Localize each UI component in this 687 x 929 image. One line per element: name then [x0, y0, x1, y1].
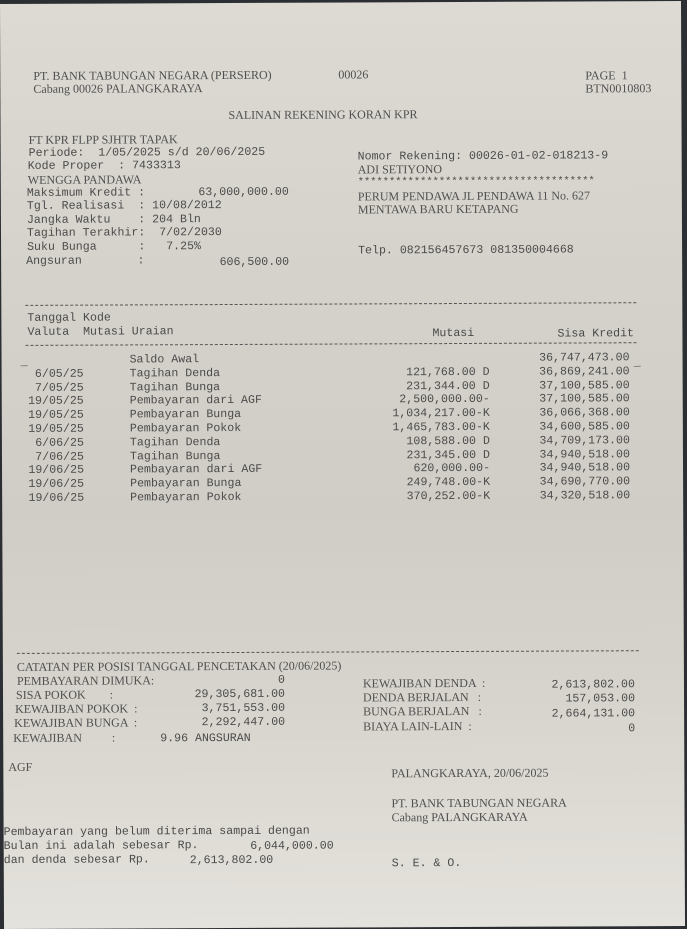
- tgl-realisasi: Tgl. Realisasi : 10/08/2012: [27, 199, 222, 213]
- table-row: [2, 489, 683, 506]
- cell-mutasi: 231,344.00 D: [382, 379, 490, 392]
- summary-left-value: 2,292,447.00: [183, 716, 285, 729]
- summary-right-value: 157,053.00: [523, 692, 635, 705]
- cell-mutasi: 2,500,000.00-: [382, 393, 490, 406]
- note-line-1: Pembayaran yang belum diterima sampai dengan: [4, 825, 310, 839]
- column-mutasi: Mutasi: [432, 327, 474, 340]
- summary-right-label: BUNGA BERJALAN :: [363, 705, 482, 719]
- branch-line: Cabang 00026 PALANGKARAYA: [33, 82, 202, 96]
- cell-tanggal: 19/05/25: [14, 395, 84, 408]
- cell-tanggal: 7/05/25: [14, 381, 84, 394]
- separator-stars: **************************************: [358, 175, 595, 189]
- cell-uraian: Pembayaran Bunga: [130, 408, 241, 421]
- note-line-2-label: Bulan ini adalah sebesar Rp.: [4, 839, 199, 853]
- divider-header: [25, 342, 636, 346]
- cell-sisa-kredit: 34,940,518.00: [502, 448, 630, 462]
- table-header-line-2: Valuta Mutasi Uraian: [27, 325, 173, 339]
- cell-mutasi: 231,345.00 D: [382, 448, 490, 461]
- cell-uraian: Tagihan Denda: [130, 436, 221, 449]
- maks-kredit-value: 63,000,000.00: [181, 186, 289, 199]
- cell-mutasi: 1,465,783.00-K: [382, 421, 490, 434]
- summary-right-label: DENDA BERJALAN :: [363, 691, 481, 705]
- address-line-2: MENTAWA BARU KETAPANG: [358, 203, 519, 217]
- signer-branch: Cabang PALANGKARAYA: [392, 811, 528, 825]
- cell-uraian: Pembayaran Pokok: [130, 491, 241, 504]
- cell-sisa-kredit: 34,600,585.00: [502, 420, 630, 434]
- agf-label: AGF: [8, 761, 32, 774]
- summary-left-label: PEMBAYARAN DIMUKA:: [17, 674, 154, 688]
- summary-right-value: 2,664,131.00: [523, 707, 635, 720]
- jangka-waktu: Jangka Waktu : 204 Bln: [27, 213, 201, 227]
- cell-uraian: Pembayaran Pokok: [130, 422, 241, 435]
- summary-left-label: KEWAJIBAN POKOK :: [15, 702, 137, 716]
- cell-uraian: Tagihan Bunga: [130, 450, 221, 463]
- customer-name: ADI SETIYONO: [358, 163, 442, 176]
- angsuran-label: Angsuran :: [26, 254, 144, 268]
- page-label: PAGE 1: [585, 69, 627, 82]
- cell-tanggal: 19/06/25: [14, 492, 84, 505]
- cell-tanggal: 6/05/25: [14, 367, 84, 380]
- cell-mutasi: 249,748.00-K: [382, 476, 490, 489]
- cell-sisa-kredit: 37,100,585.00: [502, 379, 630, 393]
- tagihan-terakhir: Tagihan Terakhir: 7/02/2030: [27, 226, 222, 240]
- cell-sisa-kredit: 34,320,518.00: [502, 489, 630, 503]
- row-marker: _: [21, 356, 28, 369]
- summary-title: CATATAN PER POSISI TANGGAL PENCETAKAN (20/06/2025): [17, 660, 342, 674]
- transaction-rows: [2, 351, 684, 514]
- nomor-rekening: Nomor Rekening: 00026-01-02-018213-9: [358, 149, 609, 163]
- divider-summary: [17, 650, 639, 654]
- summary-right-label: BIAYA LAIN-LAIN :: [363, 720, 472, 733]
- kewajiban-label: KEWAJIBAN :: [13, 732, 115, 745]
- cell-tanggal: 6/06/25: [14, 436, 84, 449]
- bank-name: PT. BANK TABUNGAN NEGARA (PERSERO): [33, 69, 271, 83]
- kode-proper: Kode Proper : 7433313: [28, 159, 181, 173]
- cell-sisa-kredit: 34,940,518.00: [502, 462, 630, 476]
- row-marker: _: [634, 356, 641, 369]
- note-line-2-value: 6,044,000.00: [224, 840, 334, 853]
- cell-sisa-kredit: 36,747,473.00: [502, 351, 630, 365]
- branch-code: 00026: [338, 68, 368, 81]
- cell-tanggal: 19/05/25: [14, 423, 84, 436]
- cell-mutasi: 370,252.00-K: [382, 490, 490, 503]
- divider-top: [25, 302, 636, 306]
- telephone: Telp. 082156457673 081350004668: [358, 243, 574, 257]
- address-line-1: PERUM PENDAWA JL PENDAWA 11 No. 627: [358, 189, 590, 203]
- cell-uraian: Pembayaran dari AGF: [130, 394, 262, 408]
- summary-left-value: 0: [183, 674, 285, 687]
- suku-bunga: Suku Bunga : 7.25%: [27, 240, 201, 254]
- statement-paper: [0, 1, 685, 929]
- cell-uraian: Pembayaran dari AGF: [130, 463, 262, 477]
- cell-mutasi: 1,034,217.00-K: [382, 407, 490, 420]
- cell-tanggal: 19/05/25: [14, 409, 84, 422]
- summary-left-label: KEWAJIBAN BUNGA :: [14, 716, 137, 730]
- summary-left-value: 3,751,553.00: [183, 702, 285, 715]
- summary-right-value: 2,613,802.00: [523, 678, 635, 691]
- summary-right-label: KEWAJIBAN DENDA :: [363, 677, 485, 691]
- cell-tanggal: 19/06/25: [14, 464, 84, 477]
- signer-bank: PT. BANK TABUNGAN NEGARA: [391, 797, 566, 811]
- cell-mutasi: 620,000.00-: [382, 462, 490, 475]
- summary-left-value: 29,305,681.00: [183, 688, 285, 701]
- place-date: PALANGKARAYA, 20/06/2025: [391, 767, 548, 781]
- note-line-3-value: 2,613,802.00: [190, 854, 274, 867]
- kewajiban-value: 9.96 ANGSURAN: [160, 732, 251, 745]
- product-name: FT KPR FLPP SJHTR TAPAK: [29, 133, 178, 147]
- seo-note: S. E. & O.: [392, 857, 462, 870]
- cell-tanggal: 7/06/25: [14, 450, 84, 463]
- cell-mutasi: 108,588.00 D: [382, 435, 490, 448]
- summary-left-label: SISA POKOK :: [16, 689, 113, 702]
- cell-sisa-kredit: 34,690,770.00: [502, 475, 630, 489]
- maks-kredit-label: Maksimum Kredit :: [27, 186, 145, 200]
- angsuran-value: 606,500.00: [181, 256, 289, 269]
- column-sisa-kredit: Sisa Kredit: [557, 327, 634, 340]
- cell-tanggal: 19/06/25: [14, 478, 84, 491]
- period: Periode: 1/05/2025 s/d 20/06/2025: [29, 146, 266, 160]
- cell-mutasi: 121,768.00 D: [382, 366, 490, 379]
- note-line-3-label: dan denda sebesar Rp.: [4, 853, 150, 867]
- cell-uraian: Tagihan Bunga: [130, 381, 221, 394]
- cell-sisa-kredit: 36,066,368.00: [502, 406, 630, 420]
- summary-right-value: 0: [523, 722, 635, 735]
- cell-uraian: Tagihan Denda: [130, 367, 221, 380]
- cell-sisa-kredit: 37,100,585.00: [502, 393, 630, 407]
- cell-sisa-kredit: 34,709,173.00: [502, 434, 630, 448]
- cell-uraian: Saldo Awal: [130, 353, 200, 366]
- document-title: SALINAN REKENING KORAN KPR: [228, 108, 417, 122]
- project-name: WENGGA PANDAWA: [28, 173, 142, 186]
- table-header-line-1: Tanggal Kode: [27, 312, 111, 325]
- cell-sisa-kredit: 36,869,241.00: [502, 365, 630, 379]
- report-id: BTN0010803: [585, 82, 651, 95]
- cell-uraian: Pembayaran Bunga: [130, 477, 241, 490]
